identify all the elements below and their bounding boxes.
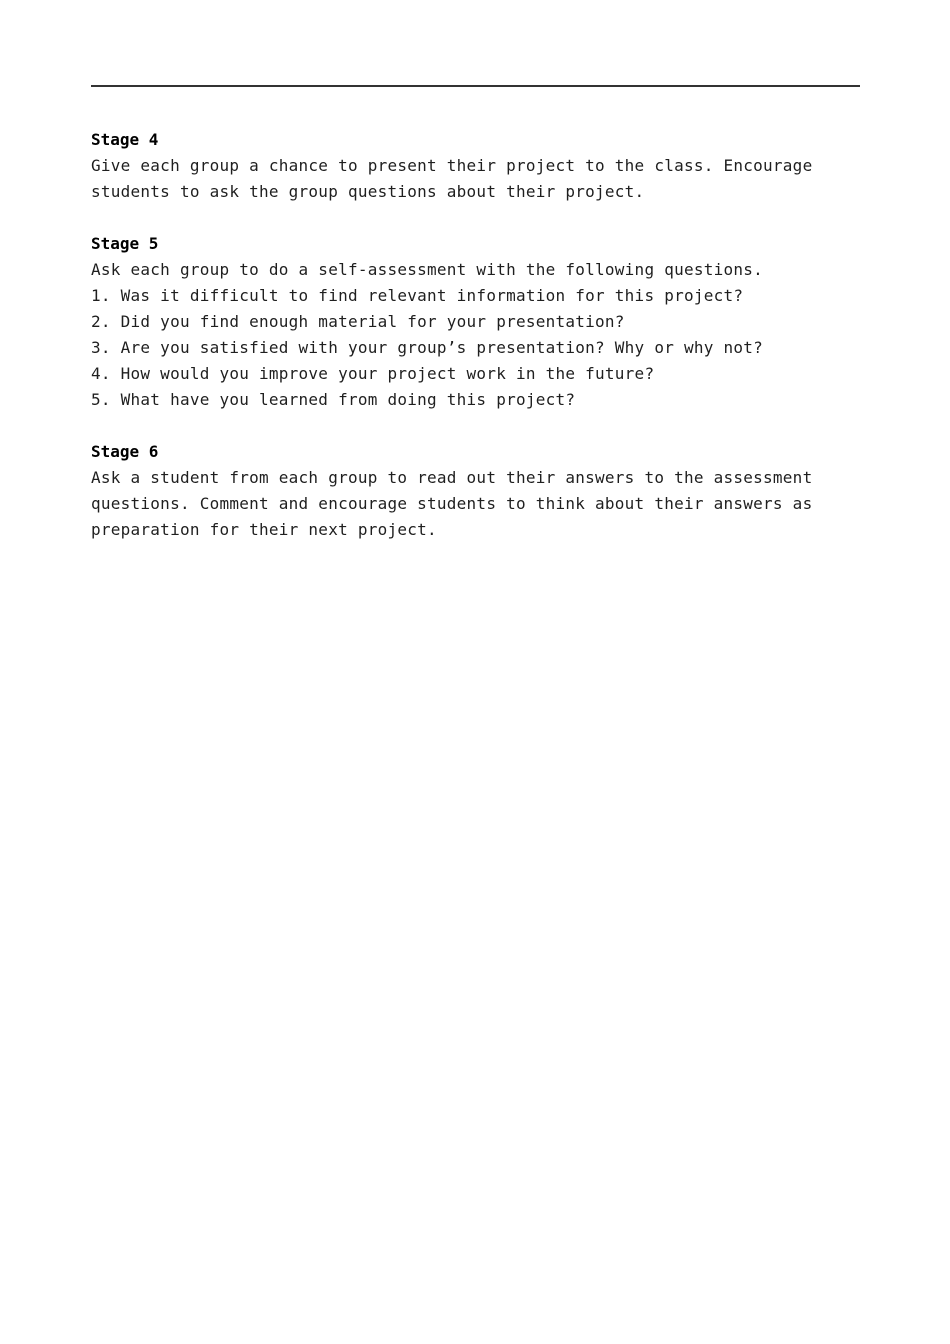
paragraph-line: students to ask the group questions about their project. xyxy=(91,182,645,201)
paragraph-line: Give each group a chance to present their project to the class. Encourage xyxy=(91,156,813,175)
stage-6-heading: Stage 6 xyxy=(91,442,159,461)
stage-4-section xyxy=(91,127,851,205)
paragraph-line: Ask each group to do a self-assessment with the following questions. xyxy=(91,260,764,279)
paragraph-line: questions. Comment and encourage students to think about their answers as xyxy=(91,494,813,513)
question-item: 4. How would you improve your project work in the future? xyxy=(91,364,655,383)
question-item: 3. Are you satisfied with your group’s presentation? Why or why not? xyxy=(91,338,764,357)
document-body xyxy=(91,127,851,569)
question-item: 2. Did you find enough material for your presentation? xyxy=(91,312,625,331)
stage-4-heading: Stage 4 xyxy=(91,130,159,149)
header-rule xyxy=(91,85,860,87)
stage-5-section xyxy=(91,231,851,413)
paragraph-line: preparation for their next project. xyxy=(91,520,437,539)
question-item: 5. What have you learned from doing this project? xyxy=(91,390,576,409)
question-item: 1. Was it difficult to find relevant information for this project? xyxy=(91,286,744,305)
stage-5-heading: Stage 5 xyxy=(91,234,159,253)
stage-6-section xyxy=(91,439,851,543)
paragraph-line: Ask a student from each group to read out their answers to the assessment xyxy=(91,468,813,487)
